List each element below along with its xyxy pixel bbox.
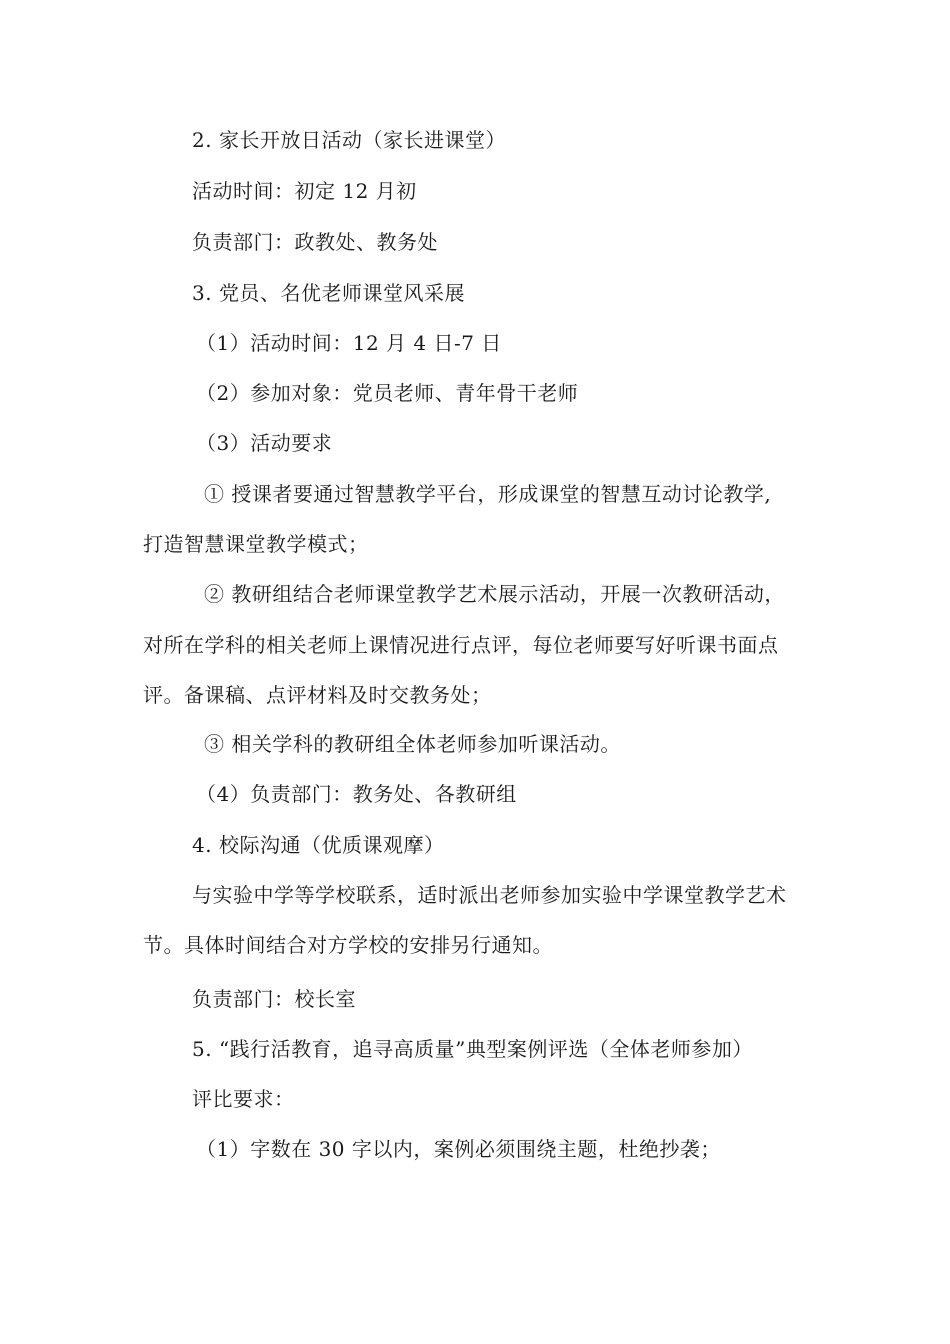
section-heading-parent-open-day: 2. 家长开放日活动（家长进课堂）	[192, 128, 506, 152]
selection-requirements-heading: 评比要求：	[192, 1087, 295, 1111]
section-heading-classroom-showcase: 3. 党员、名优老师课堂风采展	[192, 281, 465, 305]
exchange-description: 与实验中学等学校联系，适时派出老师参加实验中学课堂教学艺术	[192, 883, 787, 907]
exchange-department: 负责部门：校长室	[192, 987, 356, 1011]
requirement-item-2-continued: 对所在学科的相关老师上课情况进行点评，每位老师要写好听课书面点	[143, 633, 779, 657]
responsible-department: 负责部门：政教处、教务处	[192, 230, 438, 254]
selection-requirement-1: （1）字数在 30 字以内，案例必须围绕主题，杜绝抄袭；	[196, 1137, 721, 1161]
requirement-item-2: ② 教研组结合老师课堂教学艺术展示活动，开展一次教研活动，	[204, 582, 785, 606]
section-heading-case-selection: 5. “践行活教育，追寻高质量”典型案例评选（全体老师参加）	[192, 1037, 753, 1061]
section-heading-school-exchange: 4. 校际沟通（优质课观摩）	[192, 833, 445, 857]
requirement-item-2-continued-2: 评。备课稿、点评材料及时交教务处；	[143, 683, 492, 707]
showcase-time: （1）活动时间：12 月 4 日-7 日	[196, 331, 502, 355]
requirement-item-1-continued: 打造智慧课堂教学模式；	[143, 532, 369, 556]
showcase-department: （4）负责部门：教务处、各教研组	[196, 782, 517, 806]
requirement-item-3: ③ 相关学科的教研组全体老师参加听课活动。	[204, 732, 621, 756]
showcase-participants: （2）参加对象：党员老师、青年骨干老师	[196, 381, 579, 405]
showcase-requirements-heading: （3）活动要求	[196, 431, 333, 455]
exchange-description-continued: 节。具体时间结合对方学校的安排另行通知。	[143, 933, 553, 957]
activity-time: 活动时间：初定 12 月初	[192, 179, 417, 203]
requirement-item-1: ① 授课者要通过智慧教学平台，形成课堂的智慧互动讨论教学,	[204, 482, 772, 506]
